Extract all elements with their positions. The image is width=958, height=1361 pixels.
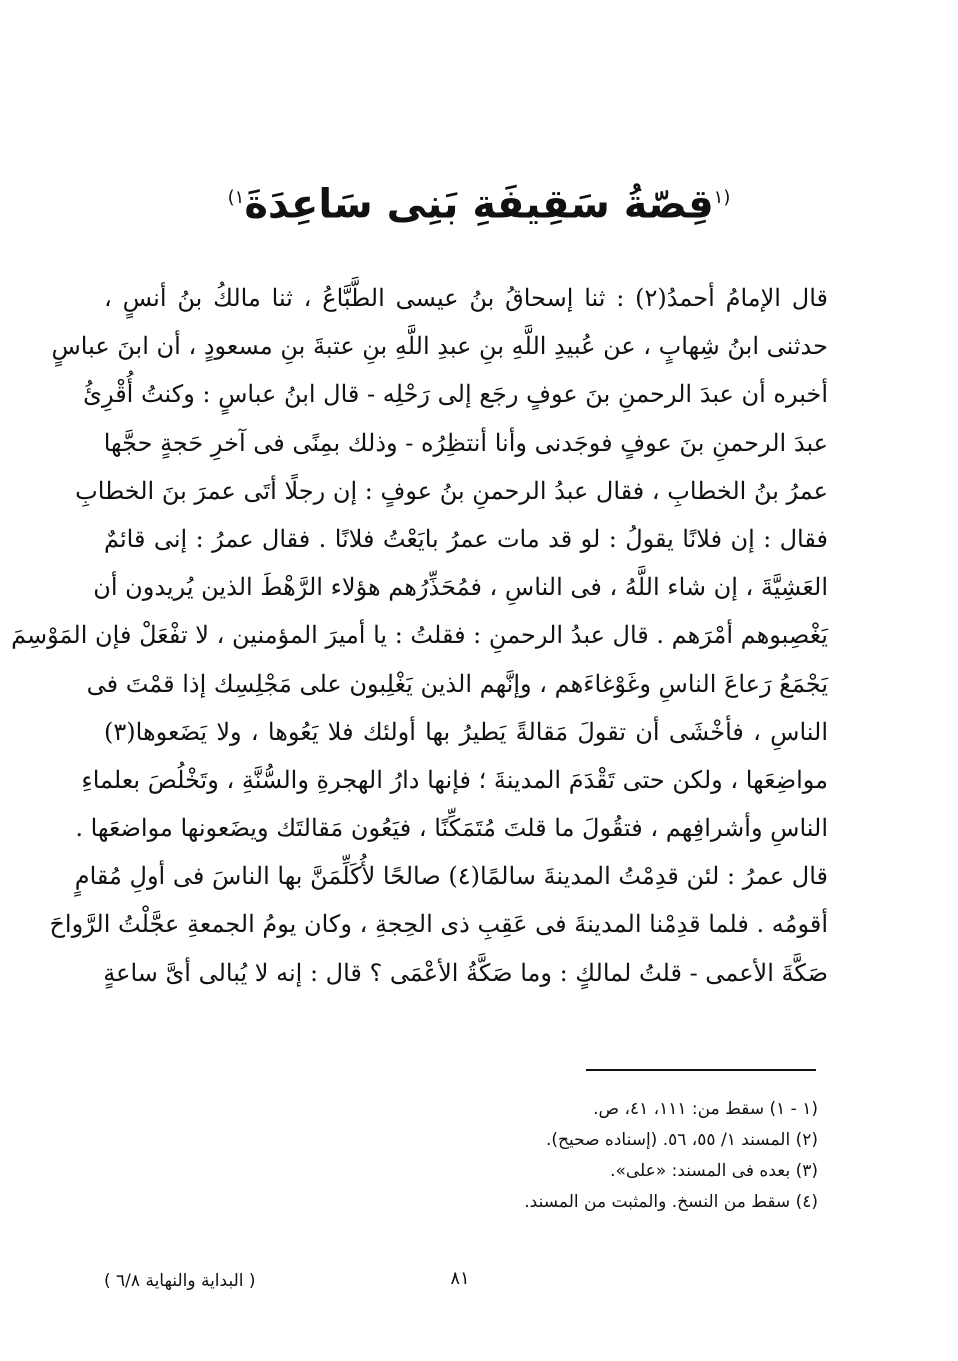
body-line: عمرُ بنُ الخطابِ ، فقال عبدُ الرحمنِ بنُ عوفٍ : إن رجلًا أتَى عمرَ بنَ الخطابِ (75, 476, 828, 505)
body-line: صَكَّةَ الأعمى - قلتُ لمالكٍ : وما صَكَّةُ الأعْمَى ؟ قال : إنه لا يُبالى أىَّ ساعةٍ (103, 958, 828, 987)
body-line: قال عمرُ : لئن قدِمْتُ المدينةَ سالمًا(٤) صالحًا لأُكَلِّمَنَّ بها الناسَ فى أولِ مُقامٍ (74, 862, 828, 891)
body-line: مواضِعَها ، ولكن حتى تَقْدَمَ المدينةَ ؛ فإنها دارُ الهجرةِ والسُّنَّةِ ، وتَخْلُصَ بعلماءِ (81, 765, 828, 794)
body-line: حدثنى ابنُ شِهابٍ ، عن عُبيدِ اللَّهِ بنِ عبدِ اللَّهِ بنِ عتبةَ بنِ مسعودٍ ، أن ابنَ عباسٍ (51, 332, 828, 361)
body-line: الناسِ وأشرافِهم ، فتقُولَ ما قلتَ مُتَمَكِّنًا ، فيَعُون مَقالتَك ويضَعونها مواضعَها . (75, 814, 828, 843)
footnote-separator (586, 1069, 816, 1071)
body-text (11, 274, 829, 997)
body-line: يَجْمَعُ رَعاعَ الناسِ وغَوْغاءَهم ، وإنَّهم الذين يَغْلِبون على مَجْلِسِك إذا قمْتَ فى (86, 669, 828, 698)
heading-footnote-marker-close: ١) (227, 187, 245, 208)
footnote: (٢) المسند ١/ ٥٥، ٥٦. (إسناده صحيح). (545, 1130, 818, 1150)
footnotes (300, 1094, 818, 1218)
footnote: (٣) بعده فى المسند: «على». (610, 1161, 818, 1181)
body-line: العَشِيَّةَ ، إن شاء اللَّهُ ، فى الناسِ ، فمُحَذِّرُهم هؤلاء الرَّهْطَ الذين يُريدون أن (93, 573, 828, 602)
body-line: يَغْصِبوهم أمْرَهم . قال عبدُ الرحمنِ : فقلتُ : يا أميرَ المؤمنين ، لا تفْعَلْ فإن المَوْسِمَ (11, 621, 828, 650)
body-line: قال الإمامُ أحمدُ(٢) : ثنا إسحاقُ بنُ عيسى الطَّبَّاعُ ، ثنا مالكُ بنُ أنسٍ ، (104, 284, 829, 312)
page-number: ٨١ (450, 1268, 470, 1289)
footnote: (١ - ١) سقط من: ١١١، ٤١، ص. (593, 1099, 818, 1119)
heading-footnote-marker-open: (١ (713, 187, 731, 208)
footnote: (٤) سقط من النسخ. والمثبت من المسند. (524, 1192, 818, 1212)
book-reference: ( البداية والنهاية ٦/٨ ) (104, 1271, 256, 1291)
body-line: فقال : إن فلانًا يقولُ : لو قد مات عمرُ بايَعْتُ فلانًا . فقال عمرُ : إنى قائمٌ (104, 524, 828, 553)
body-line: أخبره أن عبدَ الرحمنِ بنَ عوفٍ رجَع إلى رَحْلِه - قال ابنُ عباسٍ : وكنتُ أُقْرِئُ (83, 380, 828, 409)
body-line: عبدَ الرحمنِ بنَ عوفٍ فوجَدنى وأنا أنتظِرُه - وذلك بمِنًى فى آخرِ حَجةٍ حجَّها (103, 428, 828, 457)
chapter-title: قِصّةُ سَقِيفَةِ بَنِى سَاعِدَةَ (244, 181, 714, 228)
body-line: أقومُه . فلما قدِمْنا المدينةَ فى عَقِبِ ذى الحِجةِ ، وكان يومُ الجمعةِ عجَّلْتُ الرَّواحَ (49, 910, 828, 939)
body-line: الناسِ ، فأخْشَى أن تقولَ مَقالةً يَطيرُ بها أولئك فلا يَعُوها ، ولا يَضَعوها(٣) (104, 717, 828, 746)
chapter-heading (0, 168, 958, 234)
